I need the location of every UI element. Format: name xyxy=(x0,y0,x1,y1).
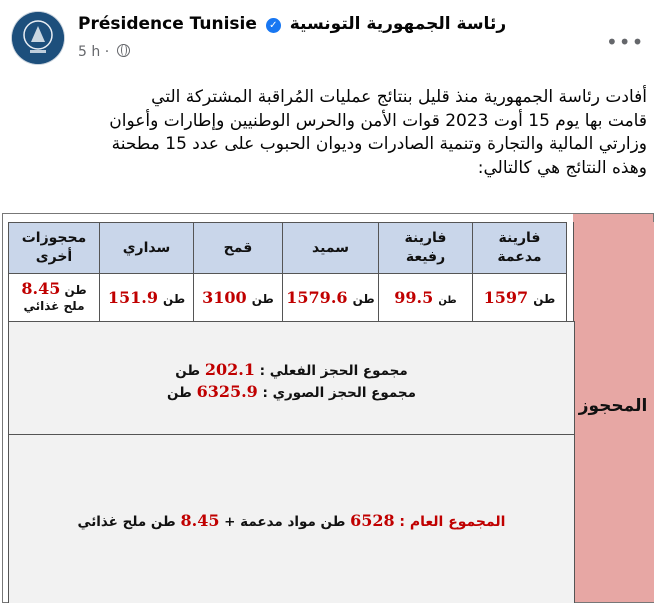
post-line: أفادت رئاسة الجمهورية منذ قليل بنتائج عمليات المُراقبة المشتركة التي xyxy=(151,87,647,107)
meta-separator: · xyxy=(104,44,110,60)
header-line: فارينة xyxy=(498,230,541,246)
post-meta xyxy=(78,44,130,60)
value-number: 99.5 xyxy=(394,288,434,307)
value-semolina xyxy=(283,274,379,322)
value-unit: طن xyxy=(438,295,457,306)
value-number: 3100 xyxy=(202,288,247,307)
globe-icon xyxy=(117,44,130,57)
value-line2: ملح غذائي xyxy=(23,299,85,313)
value-fine-flour xyxy=(379,274,473,322)
value-unit: طن xyxy=(352,292,375,306)
presidency-logo-icon xyxy=(12,12,64,64)
page-name-fr[interactable]: Présidence Tunisie xyxy=(78,14,257,34)
more-options-button[interactable]: ••• xyxy=(606,30,645,54)
header-sidari: سداري xyxy=(100,223,194,274)
actual-total xyxy=(9,360,574,379)
post-line: وهذه النتائج هي كالتالي: xyxy=(477,157,647,178)
value-number: 1579.6 xyxy=(286,288,348,307)
nominal-total-unit: طن xyxy=(167,385,192,401)
page-name-ar[interactable]: رئاسة الجمهورية التونسية xyxy=(289,14,507,34)
general-total-number: 6528 xyxy=(350,511,395,530)
nominal-total-label: مجموع الحجز الصوري : xyxy=(262,385,416,401)
header-subsidized-flour xyxy=(473,223,567,274)
value-sidari xyxy=(100,274,194,322)
header-line: مدعمة xyxy=(497,249,542,265)
header-fine-flour xyxy=(379,223,473,274)
header-line: رفيعة xyxy=(405,249,446,265)
salt-total-number: 8.45 xyxy=(180,511,220,530)
post-line: وزارتي المالية والتجارة وتنمية الصادرات وديوان الحبوب على عدد 15 مطحنة xyxy=(111,134,647,154)
totals-box xyxy=(8,321,575,436)
actual-total-number: 202.1 xyxy=(204,360,255,379)
general-total-text: طن مواد مدعمة + xyxy=(224,514,346,530)
value-unit: طن xyxy=(251,292,274,306)
post-time[interactable]: 5 h xyxy=(78,44,101,60)
nominal-total-number: 6325.9 xyxy=(196,382,258,401)
value-wheat xyxy=(194,274,283,322)
value-unit: طن xyxy=(533,292,556,306)
value-number: 8.45 xyxy=(21,279,61,298)
side-column-top xyxy=(573,214,653,222)
page-avatar[interactable] xyxy=(12,12,64,64)
actual-total-label: مجموع الحجز الفعلي : xyxy=(259,363,408,379)
salt-total-text: طن ملح غذائي xyxy=(77,514,176,530)
header-line: محجوزات xyxy=(21,230,87,246)
side-label: المحجوز xyxy=(578,396,648,416)
verified-badge-icon: ✓ xyxy=(266,18,281,33)
post-line: قامت بها يوم 15 أوت 2023 قوات الأمن والحرس الوطنيين وإطارات وأعوان xyxy=(109,110,647,131)
post-text xyxy=(14,86,647,180)
header-other-seizures xyxy=(9,223,100,274)
value-number: 151.9 xyxy=(107,288,158,307)
seizure-table xyxy=(8,222,567,322)
general-total-box xyxy=(8,434,575,603)
general-total-label: المجموع العام : xyxy=(399,514,506,530)
header-line: أخرى xyxy=(35,249,73,265)
value-unit: طن xyxy=(163,292,186,306)
value-other-seizures xyxy=(9,274,100,322)
value-unit: طن xyxy=(64,283,87,297)
actual-total-unit: طن xyxy=(175,363,201,379)
post-image-table[interactable] xyxy=(2,213,654,603)
value-line xyxy=(9,281,99,298)
page-name[interactable] xyxy=(78,14,506,34)
value-subsidized-flour xyxy=(473,274,567,322)
value-number: 1597 xyxy=(483,288,529,307)
header-semolina: سميد xyxy=(283,223,379,274)
header-line: فارينة xyxy=(404,230,447,246)
general-total xyxy=(9,511,574,530)
nominal-total xyxy=(9,382,574,401)
header-wheat: قمح xyxy=(194,223,283,274)
